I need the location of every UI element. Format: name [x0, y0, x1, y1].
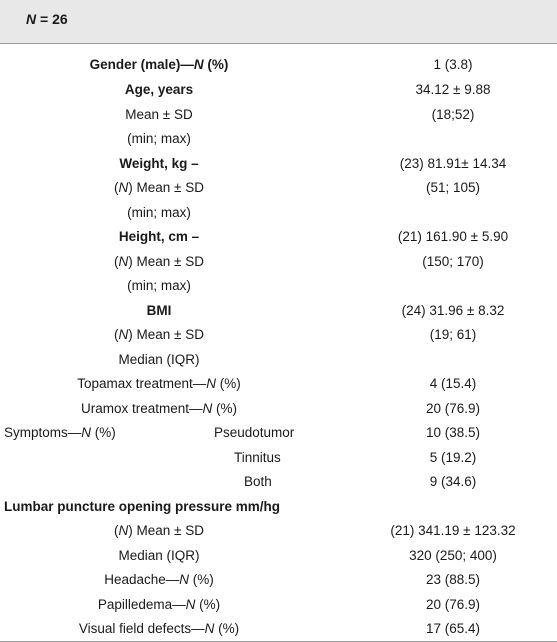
row-label: Tinnitus — [234, 449, 281, 465]
row-value: 5 (19.2) — [429, 449, 477, 465]
row-label: (min; max) — [127, 131, 191, 146]
table-row — [0, 568, 557, 593]
table-row — [0, 323, 557, 348]
row-label: Papilledema—N (%) — [97, 596, 221, 612]
row-value: (51; 105) — [425, 180, 481, 195]
row-label: Weight, kg – — [119, 155, 199, 171]
row-label: Uramox treatment—N (%) — [80, 400, 238, 416]
table-row — [0, 53, 557, 78]
table-row — [0, 593, 557, 618]
table-header — [0, 0, 557, 44]
row-value: 4 (15.4) — [429, 376, 477, 391]
row-label: (N) Mean ± SD — [114, 253, 204, 269]
table-row — [0, 127, 557, 152]
row-value: (150; 170) — [422, 253, 484, 269]
table-row — [0, 397, 557, 422]
row-label: Both — [244, 474, 272, 489]
row-value: 23 (88.5) — [425, 572, 481, 587]
table-row — [0, 201, 557, 226]
row-value: 9 (34.6) — [429, 474, 477, 489]
row-value: 20 (76.9) — [425, 596, 481, 612]
row-value: 10 (38.5) — [425, 425, 481, 440]
row-value: 1 (3.8) — [433, 57, 473, 72]
row-label: (N) Mean ± SD — [114, 327, 204, 342]
row-label: Mean ± SD — [125, 106, 193, 122]
table-row — [0, 470, 557, 495]
sample-size-header: N = 26 — [26, 11, 68, 27]
row-value: (18;52) — [431, 106, 475, 122]
table-row — [0, 274, 557, 299]
row-value: (19; 61) — [429, 327, 477, 342]
row-label: (min; max) — [127, 278, 191, 293]
row-label: (min; max) — [127, 204, 191, 220]
row-label: Gender (male)—N (%) — [89, 57, 229, 72]
table-row — [0, 152, 557, 177]
table-row — [0, 103, 557, 128]
row-value: (21) 341.19 ± 123.32 — [390, 523, 516, 538]
table-row — [0, 78, 557, 103]
row-value: 20 (76.9) — [425, 400, 481, 416]
row-value: 17 (65.4) — [425, 621, 481, 636]
row-label: Height, cm – — [118, 229, 200, 244]
row-label: Symptoms—N (%) — [4, 425, 116, 440]
row-value: 320 (250; 400) — [409, 547, 497, 563]
table-row — [0, 446, 557, 471]
table-row — [0, 225, 557, 250]
row-label: Median (IQR) — [118, 351, 200, 367]
row-sublabel: Pseudotumor — [214, 425, 295, 440]
table-row — [0, 299, 557, 324]
table-row — [0, 519, 557, 544]
row-value: (24) 31.96 ± 8.32 — [401, 302, 505, 318]
row-value: 34.12 ± 9.88 — [415, 82, 491, 97]
row-label: Age, years — [124, 82, 194, 97]
row-label: (N) Mean ± SD — [114, 523, 204, 538]
table-row — [0, 372, 557, 397]
row-label: Lumbar puncture opening pressure mm/hg — [4, 498, 281, 514]
row-label: Visual field defects—N (%) — [78, 621, 240, 636]
table-row — [0, 544, 557, 569]
table-row — [0, 250, 557, 275]
row-label: (N) Mean ± SD — [114, 180, 204, 195]
table-row — [0, 421, 557, 446]
table-row — [0, 176, 557, 201]
table-row — [0, 495, 557, 520]
table-row — [0, 617, 557, 642]
row-label: BMI — [146, 302, 172, 318]
row-label: Headache—N (%) — [104, 572, 214, 587]
table-row — [0, 348, 557, 373]
row-value: (23) 81.91± 14.34 — [399, 155, 507, 171]
row-label: Topamax treatment—N (%) — [77, 376, 241, 391]
row-label: Median (IQR) — [118, 547, 200, 563]
row-value: (21) 161.90 ± 5.90 — [397, 229, 509, 244]
